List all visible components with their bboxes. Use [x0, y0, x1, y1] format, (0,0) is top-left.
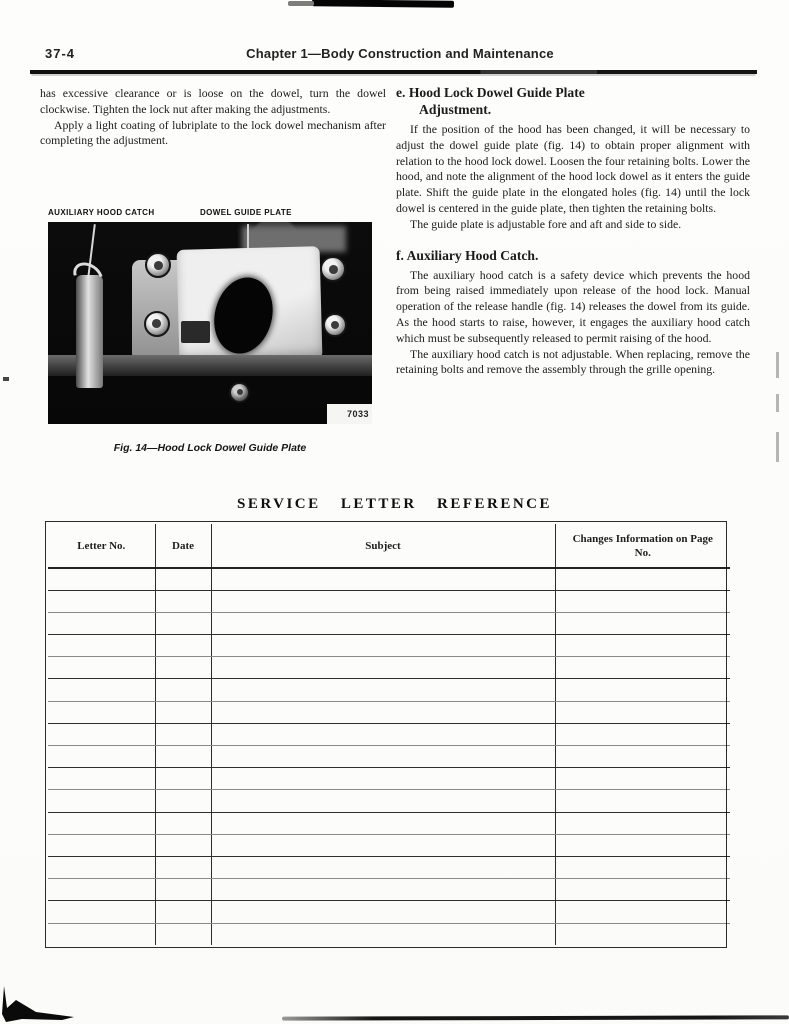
- body-paragraph: The auxiliary hood catch is a safety device which prevents the hood from being raised immediately upon release of the hood lock. Manual operation of the release handle (fig. 14) releases the dowel from its guide. As the hood starts to raise, however, it engages the auxiliary hood catch which must be subsequently released to permit raising of the hood.: [396, 267, 750, 345]
- empty-cell: [211, 635, 555, 657]
- empty-cell: [555, 568, 730, 590]
- table-row: [48, 568, 730, 590]
- table-row: [48, 657, 730, 679]
- table-row: [48, 679, 730, 701]
- empty-cell: [211, 790, 555, 812]
- empty-cell: [48, 679, 155, 701]
- empty-cell: [48, 768, 155, 790]
- empty-cell: [155, 901, 211, 923]
- table-row: [48, 812, 730, 834]
- empty-cell: [155, 635, 211, 657]
- empty-cell: [155, 568, 211, 590]
- empty-cell: [48, 856, 155, 878]
- retaining-bolt: [320, 256, 346, 282]
- empty-cell: [555, 812, 730, 834]
- empty-cell: [155, 657, 211, 679]
- col-header-date: Date: [155, 524, 211, 568]
- empty-cell: [155, 612, 211, 634]
- service-table: [45, 521, 727, 948]
- table-row: [48, 856, 730, 878]
- empty-cell: [211, 923, 555, 945]
- empty-cell: [155, 746, 211, 768]
- empty-cell: [555, 746, 730, 768]
- elongated-slot: [181, 321, 210, 343]
- auxiliary-hood-catch: [76, 275, 104, 388]
- empty-cell: [48, 790, 155, 812]
- empty-cell: [48, 923, 155, 945]
- table-row: [48, 879, 730, 901]
- right-column: [396, 84, 750, 378]
- table-row: [48, 923, 730, 945]
- empty-cell: [155, 923, 211, 945]
- empty-cell: [555, 701, 730, 723]
- section-e-heading-line1: e. Hood Lock Dowel Guide Plate: [396, 85, 585, 100]
- header-rule: [30, 70, 757, 74]
- empty-cell: [211, 746, 555, 768]
- body-paragraph: Apply a light coating of lubriplate to the lock dowel mechanism after completing the adjustment.: [40, 117, 386, 148]
- empty-cell: [48, 612, 155, 634]
- photo-number: 7033: [327, 404, 372, 424]
- section-e-heading-line2: Adjustment.: [419, 102, 492, 117]
- body-paragraph: The guide plate is adjustable fore and aft and side to side.: [410, 216, 682, 231]
- retaining-bolt: [323, 313, 347, 337]
- empty-cell: [211, 701, 555, 723]
- empty-cell: [555, 679, 730, 701]
- figure-caption: Fig. 14—Hood Lock Dowel Guide Plate: [113, 442, 307, 454]
- empty-cell: [155, 768, 211, 790]
- empty-cell: [155, 790, 211, 812]
- empty-cell: [211, 679, 555, 701]
- scan-dash-right-margin: [776, 432, 779, 462]
- table-row: [48, 590, 730, 612]
- body-paragraph: The auxiliary hood catch is not adjustable. When replacing, remove the retaining bolts and remove the assembly through the grille opening.: [396, 346, 750, 377]
- empty-cell: [555, 856, 730, 878]
- figure-14: [48, 206, 372, 454]
- empty-cell: [555, 612, 730, 634]
- empty-cell: [211, 723, 555, 745]
- empty-cell: [155, 812, 211, 834]
- empty-cell: [555, 635, 730, 657]
- empty-cell: [211, 834, 555, 856]
- empty-cell: [48, 746, 155, 768]
- empty-cell: [48, 879, 155, 901]
- empty-cell: [211, 768, 555, 790]
- empty-cell: [555, 657, 730, 679]
- empty-cell: [211, 568, 555, 590]
- section-e-heading: [396, 84, 750, 118]
- empty-cell: [155, 679, 211, 701]
- empty-cell: [155, 856, 211, 878]
- callout-auxiliary-hood-catch: AUXILIARY HOOD CATCH: [48, 208, 155, 217]
- empty-cell: [555, 834, 730, 856]
- retaining-bolt: [144, 311, 170, 337]
- empty-cell: [155, 723, 211, 745]
- col-header-letter-no: Letter No.: [48, 524, 155, 568]
- empty-cell: [155, 590, 211, 612]
- empty-cell: [211, 812, 555, 834]
- table-row: [48, 790, 730, 812]
- table-row: [48, 701, 730, 723]
- empty-cell: [555, 901, 730, 923]
- scan-dash-right-margin: [776, 352, 779, 378]
- empty-cell: [555, 590, 730, 612]
- empty-cell: [48, 901, 155, 923]
- empty-cell: [555, 768, 730, 790]
- page-number: 37-4: [45, 46, 76, 61]
- figure-callouts: [48, 206, 372, 220]
- empty-cell: [211, 856, 555, 878]
- empty-cell: [555, 923, 730, 945]
- scan-smudge-top-gray: [288, 1, 314, 6]
- empty-cell: [48, 568, 155, 590]
- col-header-changes-info: Changes Information on Page No.: [555, 524, 730, 568]
- figure-photo: [48, 222, 372, 424]
- empty-cell: [211, 879, 555, 901]
- empty-cell: [155, 879, 211, 901]
- table-row: [48, 768, 730, 790]
- scan-smudge-top: [312, 0, 454, 8]
- empty-cell: [555, 790, 730, 812]
- table-row: [48, 746, 730, 768]
- empty-cell: [48, 635, 155, 657]
- empty-cell: [555, 879, 730, 901]
- page-header: [45, 46, 755, 64]
- body-paragraph: has excessive clearance or is loose on the dowel, turn the dowel clockwise. Tighten the lock nut after making the adjustments.: [40, 86, 386, 116]
- scan-dash-right-margin: [776, 394, 779, 412]
- body-paragraph: If the position of the hood has been changed, it will be necessary to adjust the dowel guide plate (fig. 14) to obtain proper alignment with relation to the hood lock dowel. Loosen the four retaining bolts. Lower the hood, and note the alignment of the hood lock dowel as it enters the guide plate. Shift the guide plate in the elongated holes (fig. 14) until the lock dowel is centered in the guide plate, then tighten the retaining bolts.: [396, 122, 750, 215]
- col-header-subject: Subject: [211, 524, 555, 568]
- empty-cell: [211, 612, 555, 634]
- service-table-title: SERVICE LETTER REFERENCE: [236, 496, 553, 512]
- empty-cell: [211, 590, 555, 612]
- empty-cell: [211, 901, 555, 923]
- empty-cell: [155, 834, 211, 856]
- table-row: [48, 723, 730, 745]
- empty-cell: [555, 723, 730, 745]
- empty-cell: [48, 657, 155, 679]
- table-row: [48, 834, 730, 856]
- table-header-row: [48, 524, 730, 568]
- empty-cell: [211, 657, 555, 679]
- scan-tick-left-margin: [3, 377, 9, 381]
- service-table-body: [48, 568, 730, 945]
- chapter-title: Chapter 1—Body Construction and Maintenance: [246, 46, 554, 61]
- table-row: [48, 901, 730, 923]
- callout-dowel-guide-plate: DOWEL GUIDE PLATE: [200, 208, 292, 217]
- empty-cell: [48, 701, 155, 723]
- empty-cell: [48, 590, 155, 612]
- empty-cell: [48, 834, 155, 856]
- empty-cell: [48, 812, 155, 834]
- table-row: [48, 612, 730, 634]
- empty-cell: [48, 723, 155, 745]
- scan-line-bottom: [282, 1015, 789, 1020]
- section-f-heading: f. Auxiliary Hood Catch.: [396, 247, 539, 263]
- empty-cell: [155, 701, 211, 723]
- left-column: [40, 86, 386, 149]
- retaining-bolt: [229, 382, 250, 403]
- scan-smudge-bottom-left: [2, 986, 82, 1024]
- table-row: [48, 635, 730, 657]
